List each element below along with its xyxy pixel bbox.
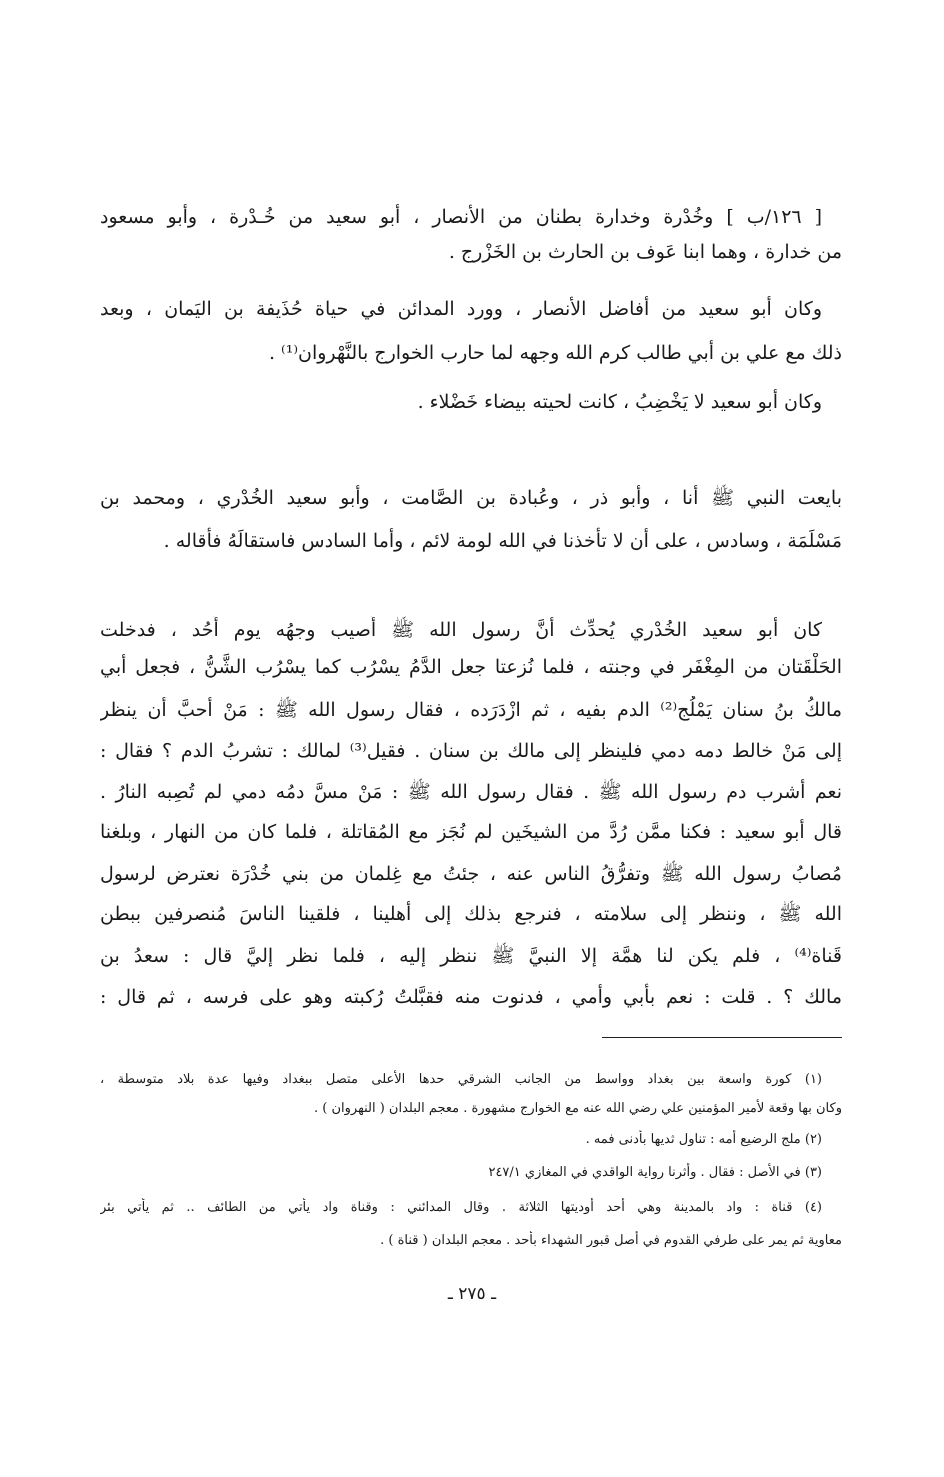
paragraph-2-line-2: ذلك مع علي بن أبي طالب كرم الله وجهه لما حارب الخوارج بالنَّهْروان⁽¹⁾ . — [268, 342, 842, 364]
paragraph-4-line-2: مَسْلَمَة ، وسادس ، على أن لا تأخذنا في الله لومة لائم ، وأما السادس فاستقالَهُ فأقاله . — [163, 530, 842, 552]
paragraph-5-line-2: الحَلْقَتان من المِغْفَر في وجنته ، فلما نُزعتا جعل الدَّمُ يسْرُب كما يسْرُب الشَّنُّ ، فجعل أبي — [100, 656, 842, 678]
paragraph-5-line-8: الله ﷺ ، وننظر إلى سلامته ، فنرجع بذلك إلى أهلينا ، فلقينا الناسَ مُنصرفين ببطن — [100, 903, 842, 925]
paragraph-5-line-7: مُصابُ رسول الله ﷺ وتفرُّقُ الناس عنه ، جئتُ مع غِلمان من بني خُدْرَة نعترض لرسول — [100, 863, 842, 885]
footnote-4-line-1: (٤) قناة : واد بالمدينة وهي أحد أوديتها الثلاثة . وقال المدائني : وقناة واد يأتي من الطائف .. ثم يأتي بئر — [100, 1200, 822, 1215]
paragraph-1-line-1: [ ١٢٦/ب ] وخُدْرة وخدارة بطنان من الأنصار ، أبو سعيد من خُـدْرة ، وأبو مسعود — [100, 206, 822, 228]
footnote-separator — [602, 1037, 842, 1038]
paragraph-5-line-4: إلى مَنْ خالط دمه دمي فلينظر إلى مالك بن سنان . فقيل⁽³⁾ لمالك : تشربُ الدم ؟ فقال : — [100, 740, 842, 762]
paragraph-5-line-10: مالك ؟ . قلت : نعم بأبي وأمي ، فدنوت منه فقبَّلتُ رُكبته وهو على فرسه ، ثم قال : — [100, 986, 842, 1008]
footnote-1-line-2: وكان بها وقعة لأمير المؤمنين علي رضي الله عنه مع الخوارج مشهورة . معجم البلدان ( النهروان ) . — [314, 1101, 842, 1116]
paragraph-5-line-1: كان أبو سعيد الخُدْري يُحدِّث أنَّ رسول الله ﷺ أُصيب وجهُه يوم أُحُد ، فدخلت — [100, 619, 822, 641]
footnote-1-line-1: (١) كورة واسعة بين بغداد وواسط من الجانب الشرقي حدها الأعلى متصل ببغداد وفيها عدة بلاد متوسطة ، — [100, 1072, 822, 1087]
paragraph-4-line-1: بايعت النبي ﷺ أنا ، وأبو ذر ، وعُبادة بن الصَّامت ، وأبو سعيد الخُدْري ، ومحمد بن — [100, 487, 842, 509]
paragraph-5-line-5: نعم أشرب دم رسول الله ﷺ . فقال رسول الله ﷺ : مَنْ مسَّ دمُه دمي لم تُصِبه النارُ . — [100, 781, 842, 803]
page-number: ـ ٢٧٥ ـ — [447, 1284, 497, 1304]
footnote-3: (٣) في الأصل : فقال . وأثرنا رواية الواقدي في المغازي ٢٤٧/١ — [488, 1165, 822, 1180]
paragraph-1-line-2: من خدارة ، وهما ابنا عَوف بن الحارث بن الخَزْرج . — [448, 241, 842, 263]
paragraph-2-line-1: وكان أبو سعيد من أفاضل الأنصار ، وورد المدائن في حياة حُذَيفة بن اليَمان ، وبعد — [100, 298, 822, 320]
footnote-2: (٢) ملج الرضيع أمه : تناول ثديها بأدنى فمه . — [585, 1132, 822, 1147]
paragraph-5-line-3: مالكُ بنُ سنان يَمْلُج⁽²⁾ الدم بفيه ، ثم ازْدَرَده ، فقال رسول الله ﷺ : مَنْ أحبَّ أن ينظر — [100, 699, 842, 721]
paragraph-5-line-6: قال أبو سعيد : فكنا ممَّن رُدَّ من الشيخَين لم نُجَز مع المُقاتلة ، فلما كان من النهار ، وبلغنا — [100, 821, 842, 843]
footnote-4-line-2: معاوية ثم يمر على طرفي القدوم في أصل قبور الشهداء بأحد . معجم البلدان ( قناة ) . — [380, 1233, 842, 1248]
paragraph-5-line-9: قَناة⁽⁴⁾ ، فلم يكن لنا همَّة إلا النبيَّ ﷺ ننظر إليه ، فلما نظر إليَّ قال : سعدُ بن — [100, 945, 842, 967]
paragraph-3-line-1: وكان أبو سعيد لا يَخْضِبُ ، كانت لحيته بيضاء خَضْلاء . — [417, 391, 822, 413]
